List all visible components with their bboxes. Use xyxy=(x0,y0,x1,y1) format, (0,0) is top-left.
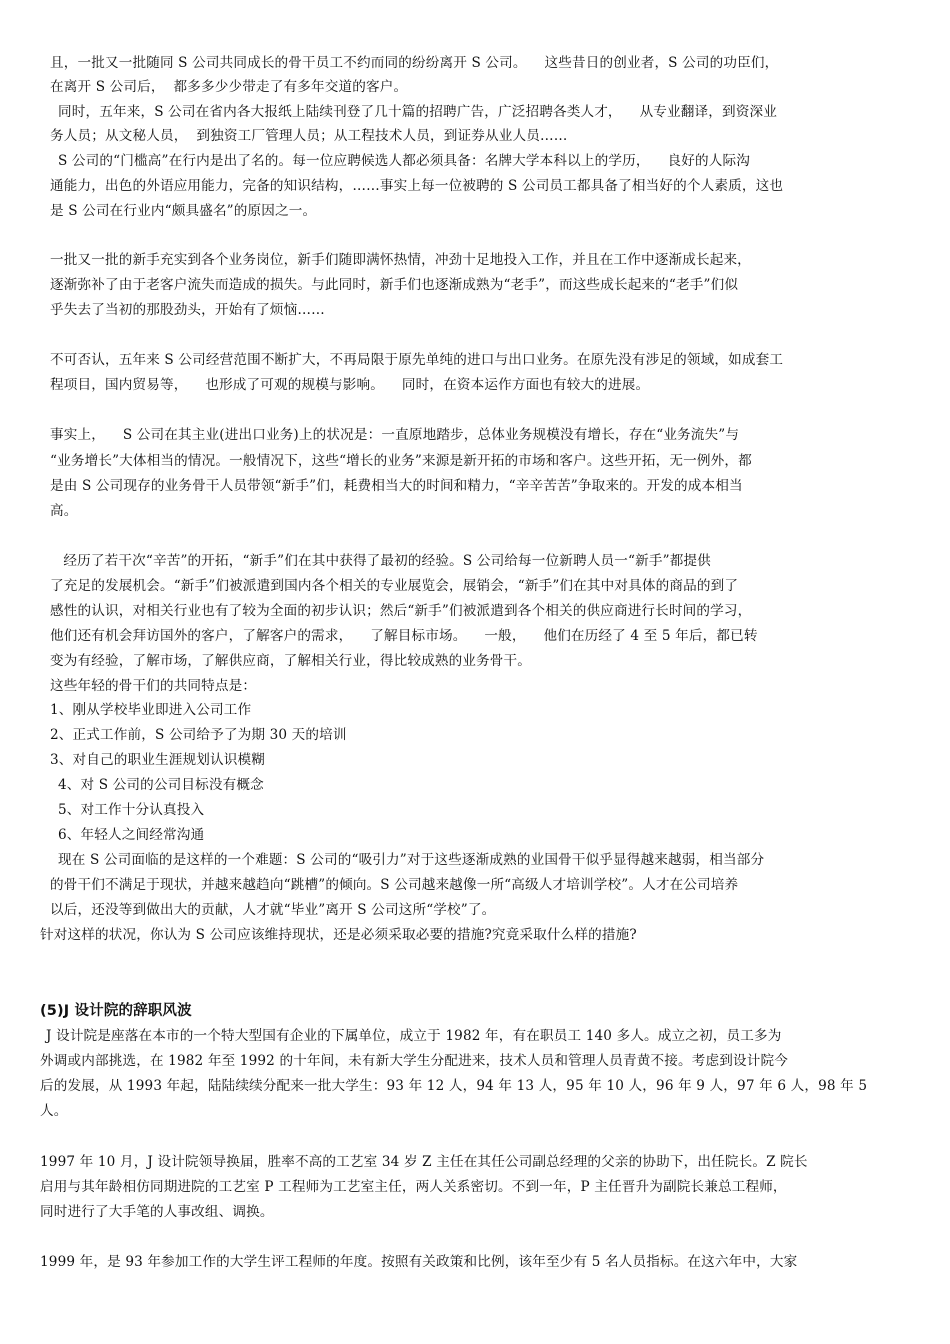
list-item: 6、年轻人之间经常沟通 xyxy=(58,827,205,843)
text-line: 是由 S 公司现存的业务骨干人员带领“新手”们，耗费相当大的时间和精力，“辛辛苦苦”争取来的。开发的成本相当 xyxy=(50,478,743,494)
text-line: 高。 xyxy=(50,503,78,519)
text-line: 在离开 S 公司后， 都多多少少带走了有多年交道的客户。 xyxy=(50,79,408,95)
text-line: 以后，还没等到做出大的贡献，人才就“毕业”离开 S 公司这所“学校”了。 xyxy=(50,902,496,918)
list-item: 1、刚从学校毕业即进入公司工作 xyxy=(50,702,252,718)
text-line: 现在 S 公司面临的是这样的一个难题：S 公司的“吸引力”对于这些逐渐成熟的业国骨干似乎显得越来越弱，相当部分 xyxy=(58,852,765,868)
text-line: 启用与其年龄相仿同期进院的工艺室 P 工程师为工艺室主任，两人关系密切。不到一年，P 主任晋升为副院长兼总工程师， xyxy=(40,1179,787,1195)
text-line: 经历了若干次“辛苦”的开拓，“新手”们在其中获得了最初的经验。S 公司给每一位新聘人员一“新手”都提供 xyxy=(50,553,711,569)
list-item: 4、对 S 公司的公司目标没有概念 xyxy=(58,777,264,793)
text-line: J 设计院是座落在本市的一个特大型国有企业的下属单位，成立于 1982 年，有在职员工 140 多人。成立之初，员工多为 xyxy=(46,1028,782,1044)
question-line: 针对这样的状况，你认为 S 公司应该维持现状，还是必须采取必要的措施?究竟采取什么样的措施? xyxy=(40,927,637,943)
list-item: 3、对自己的职业生涯规划认识模糊 xyxy=(50,752,265,768)
text-line: 人。 xyxy=(40,1103,68,1119)
text-line: “业务增长”大体相当的情况。一般情况下，这些“增长的业务”来源是新开拓的市场和客户。这些开拓，无一例外，都 xyxy=(50,453,752,469)
text-line: 这些年轻的骨干们的共同特点是： xyxy=(50,678,257,694)
case-title: (5)J 设计院的辞职风波 xyxy=(40,1003,192,1019)
text-line: 外调或内部挑选，在 1982 年至 1992 的十年间，未有新大学生分配进来，技术人员和管理人员青黄不接。考虑到设计院今 xyxy=(40,1053,788,1069)
text-line: 一批又一批的新手充实到各个业务岗位，新手们随即满怀热情，冲劲十足地投入工作，并且在工作中逐渐成长起来， xyxy=(50,252,751,268)
text-line: 后的发展，从 1993 年起，陆陆续续分配来一批大学生：93 年 12 人，94 年 13 人，95 年 10 人，96 年 9 人，97 年 6 人，98 年 5 xyxy=(40,1078,868,1094)
text-line: 的骨干们不满足于现状，并越来越趋向“跳槽”的倾向。S 公司越来越像一所“高级人才培训学校”。人才在公司培养 xyxy=(50,877,739,893)
text-line: 是 S 公司在行业内“颇具盛名”的原因之一。 xyxy=(50,203,317,219)
text-line: 程项目，国内贸易等， 也形成了可观的规模与影响。 同时，在资本运作方面也有较大的进展。 xyxy=(50,377,650,393)
text-line: 乎失去了当初的那股劲头，开始有了烦恼…… xyxy=(50,302,325,318)
text-line: 且，一批又一批随同 S 公司共同成长的骨干员工不约而同的纷纷离开 S 公司。 这些昔日的创业者，S 公司的功臣们， xyxy=(50,55,779,71)
text-line: 变为有经验，了解市场，了解供应商，了解相关行业，得比较成熟的业务骨干。 xyxy=(50,653,532,669)
text-line: 不可否认，五年来 S 公司经营范围不断扩大，不再局限于原先单纯的进口与出口业务。在原先没有涉足的领域，如成套工 xyxy=(50,352,784,368)
text-line: 感性的认识，对相关行业也有了较为全面的初步认识；然后“新手”们被派遣到各个相关的供应商进行长时间的学习， xyxy=(50,603,752,619)
text-line: 1997 年 10 月，J 设计院领导换届，胜率不高的工艺室 34 岁 Z 主任在其任公司副总经理的父亲的协助下，出任院长。Z 院长 xyxy=(40,1154,808,1170)
text-line: 事实上， S 公司在其主业(进出口业务)上的状况是：一直原地踏步，总体业务规模没有增长，存在“业务流失”与 xyxy=(50,427,740,443)
text-line: 逐渐弥补了由于老客户流失而造成的损失。与此同时，新手们也逐渐成熟为“老手”，而这些成长起来的“老手”们似 xyxy=(50,277,739,293)
text-line: 他们还有机会拜访国外的客户，了解客户的需求， 了解目标市场。 一般， 他们在历经了 4 至 5 年后，都已转 xyxy=(50,628,758,644)
text-line: 了充足的发展机会。“新手”们被派遣到国内各个相关的专业展览会，展销会，“新手”们在其中对具体的商品的到了 xyxy=(50,578,739,594)
text-line: 同时，五年来，S 公司在省内各大报纸上陆续刊登了几十篇的招聘广告，广泛招聘各类人才， 从专业翻译，到资深业 xyxy=(58,104,778,120)
list-item: 2、正式工作前，S 公司给予了为期 30 天的培训 xyxy=(50,727,347,743)
text-line: 务人员；从文秘人员， 到独资工厂管理人员；从工程技术人员，到证券从业人员…… xyxy=(50,128,568,144)
text-line: S 公司的“门槛高”在行内是出了名的。每一位应聘候选人都必须具备：名牌大学本科以上的学历， 良好的人际沟 xyxy=(58,153,750,169)
text-line: 通能力，出色的外语应用能力，完备的知识结构，……事实上每一位被聘的 S 公司员工都具备了相当好的个人素质，这也 xyxy=(50,178,784,194)
list-item: 5、对工作十分认真投入 xyxy=(58,802,205,818)
text-line: 同时进行了大手笔的人事改组、调换。 xyxy=(40,1204,274,1220)
text-line: 1999 年，是 93 年参加工作的大学生评工程师的年度。按照有关政策和比例，该年至少有 5 名人员指标。在这六年中，大家 xyxy=(40,1254,798,1270)
